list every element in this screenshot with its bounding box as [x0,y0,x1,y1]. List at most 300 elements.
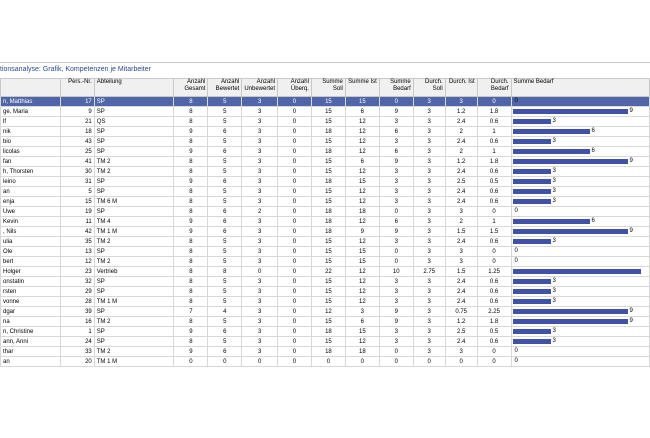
bedarf-bar [513,119,551,124]
cell-durch-bedarf: 0.6 [477,187,511,197]
cell-durch-ist: 2 [445,147,477,157]
cell-persnr: 24 [60,337,94,347]
bedarf-bar-label: 3 [552,118,556,124]
cell-anzahl-unbewertet: 3 [242,297,278,307]
table-row[interactable] [1,307,650,317]
cell-persnr: 29 [60,287,94,297]
bedarf-bar [513,149,590,154]
bedarf-bar-label: 9 [629,318,633,324]
cell-summe-ist: 12 [345,147,379,157]
cell-anzahl-bewertet: 5 [208,237,242,247]
competence-table [0,78,650,367]
cell-anzahl-uberq: 0 [278,337,312,347]
cell-durch-ist: 2.4 [445,137,477,147]
cell-anzahl-uberq: 0 [278,97,312,107]
cell-persnr: 33 [60,347,94,357]
cell-durch-bedarf: 0.6 [477,297,511,307]
col-header-summe-bedarf-chart[interactable]: Summe Bedarf [511,79,649,97]
cell-abteilung: TM 2 [94,237,174,247]
cell-bedarf-chart [511,117,649,127]
cell-summe-ist: 0 [345,357,379,367]
cell-abteilung: TM 2 [94,157,174,167]
cell-durch-ist: 2.4 [445,297,477,307]
bedarf-bar [513,309,628,314]
cell-durch-soll: 3 [413,337,445,347]
cell-anzahl-uberq: 0 [278,297,312,307]
table-row[interactable] [1,357,650,367]
cell-durch-ist: 2.4 [445,337,477,347]
col-header-anzahl-gesamt[interactable]: Anzahl Gesamt [174,79,208,97]
cell-bedarf-chart [511,247,649,257]
table-row[interactable] [1,287,650,297]
cell-persnr: 32 [60,277,94,287]
cell-persnr: 9 [60,107,94,117]
table-row[interactable] [1,247,650,257]
table-row[interactable] [1,297,650,307]
cell-abteilung: SP [94,177,174,187]
cell-anzahl-unbewertet: 3 [242,107,278,117]
cell-anzahl-bewertet: 5 [208,297,242,307]
cell-durch-soll: 3 [413,117,445,127]
cell-summe-soll: 18 [311,207,345,217]
cell-anzahl-uberq: 0 [278,117,312,127]
cell-abteilung: SP [94,277,174,287]
cell-summe-bedarf: 6 [379,127,413,137]
col-header-abteilung[interactable]: Abteilung [94,79,174,97]
cell-summe-bedarf: 9 [379,317,413,327]
cell-anzahl-uberq: 0 [278,157,312,167]
cell-persnr: 39 [60,307,94,317]
cell-durch-soll: 3 [413,277,445,287]
cell-durch-soll: 3 [413,207,445,217]
cell-durch-soll: 3 [413,97,445,107]
cell-persnr: 43 [60,137,94,147]
col-header-summe-soll[interactable]: Summe Soll [311,79,345,97]
cell-anzahl-gesamt: 8 [174,297,208,307]
col-header-summe-bedarf[interactable]: Summe Bedarf [379,79,413,97]
bedarf-bar [513,169,551,174]
col-header-durch-soll[interactable]: Durch. Soll [413,79,445,97]
cell-anzahl-gesamt: 9 [174,347,208,357]
cell-name: Ole [1,247,61,257]
cell-anzahl-uberq: 0 [278,217,312,227]
col-header-durch-ist[interactable]: Durch. Ist [445,79,477,97]
bedarf-bar-label: 0 [514,358,518,364]
table-row[interactable] [1,317,650,327]
cell-durch-soll: 3 [413,317,445,327]
cell-persnr: 5 [60,187,94,197]
cell-persnr: 30 [60,167,94,177]
col-header-summe-ist[interactable]: Summe Ist [345,79,379,97]
bedarf-bar [513,239,551,244]
bedarf-bar [513,159,628,164]
cell-anzahl-bewertet: 6 [208,207,242,217]
cell-bedarf-chart [511,217,649,227]
cell-durch-ist: 0 [445,357,477,367]
bedarf-bar-label: 9 [629,228,633,234]
cell-summe-soll: 15 [311,297,345,307]
cell-anzahl-uberq: 0 [278,227,312,237]
bedarf-bar-label: 3 [552,288,556,294]
cell-durch-ist: 3 [445,97,477,107]
cell-anzahl-bewertet: 5 [208,287,242,297]
cell-summe-ist: 18 [345,207,379,217]
cell-anzahl-gesamt: 8 [174,237,208,247]
table-row[interactable] [1,137,650,147]
bedarf-bar [513,199,551,204]
cell-name: ann, Anni [1,337,61,347]
cell-summe-soll: 18 [311,147,345,157]
table-row[interactable] [1,147,650,157]
cell-summe-ist: 12 [345,267,379,277]
col-header-anzahl-uberq[interactable]: Anzahl Überq. [278,79,312,97]
cell-durch-ist: 3 [445,247,477,257]
col-header-anzahl-unbewertet[interactable]: Anzahl Unbewertet [242,79,278,97]
cell-anzahl-bewertet: 4 [208,307,242,317]
cell-anzahl-bewertet: 0 [208,357,242,367]
cell-anzahl-uberq: 0 [278,247,312,257]
table-row[interactable] [1,237,650,247]
cell-durch-bedarf: 0 [477,247,511,257]
cell-summe-soll: 15 [311,257,345,267]
bedarf-bar [513,189,551,194]
cell-summe-ist: 12 [345,187,379,197]
cell-anzahl-gesamt: 9 [174,127,208,137]
cell-summe-soll: 15 [311,187,345,197]
cell-anzahl-gesamt: 8 [174,97,208,107]
cell-persnr: 15 [60,197,94,207]
cell-name: rsten [1,287,61,297]
cell-name: n, Christine [1,327,61,337]
bedarf-bar [513,329,551,334]
cell-abteilung: SP [94,247,174,257]
cell-anzahl-bewertet: 5 [208,107,242,117]
bedarf-bar-label: 0 [514,258,518,264]
cell-summe-soll: 15 [311,247,345,257]
cell-summe-ist: 12 [345,287,379,297]
cell-durch-soll: 3 [413,187,445,197]
cell-persnr: 18 [60,127,94,137]
cell-abteilung: TM 2 [94,257,174,267]
cell-name: Holger [1,267,61,277]
cell-anzahl-gesamt: 8 [174,247,208,257]
cell-anzahl-gesamt: 8 [174,157,208,167]
cell-anzahl-bewertet: 6 [208,327,242,337]
cell-anzahl-bewertet: 5 [208,277,242,287]
cell-summe-soll: 22 [311,267,345,277]
cell-summe-ist: 12 [345,117,379,127]
cell-durch-ist: 1.2 [445,107,477,117]
cell-durch-ist: 2.4 [445,287,477,297]
table-row[interactable] [1,267,650,277]
cell-summe-ist: 3 [345,307,379,317]
col-header-persnr[interactable]: Pers.-Nr. [60,79,94,97]
cell-durch-ist: 1.2 [445,157,477,167]
table-row[interactable] [1,157,650,167]
cell-durch-bedarf: 1 [477,217,511,227]
cell-durch-ist: 2.4 [445,167,477,177]
cell-durch-bedarf: 1.8 [477,107,511,117]
cell-durch-bedarf: 0.6 [477,117,511,127]
cell-durch-ist: 2.4 [445,187,477,197]
cell-bedarf-chart [511,327,649,337]
cell-name: fan [1,157,61,167]
bedarf-bar-label: 0 [514,348,518,354]
cell-name: vonne [1,297,61,307]
table-row[interactable] [1,97,650,107]
cell-durch-ist: 2 [445,127,477,137]
cell-bedarf-chart [511,307,649,317]
cell-summe-soll: 15 [311,337,345,347]
cell-durch-bedarf: 0.6 [477,197,511,207]
cell-anzahl-uberq: 0 [278,287,312,297]
cell-summe-bedarf: 0 [379,97,413,107]
cell-bedarf-chart [511,147,649,157]
cell-anzahl-unbewertet: 3 [242,217,278,227]
cell-summe-ist: 12 [345,237,379,247]
col-header-name[interactable] [1,79,61,97]
bedarf-bar-label: 3 [552,138,556,144]
cell-name: bert [1,257,61,267]
cell-anzahl-gesamt: 8 [174,287,208,297]
cell-summe-bedarf: 3 [379,297,413,307]
cell-durch-soll: 3 [413,177,445,187]
bedarf-bar [513,299,551,304]
cell-durch-bedarf: 0.6 [477,237,511,247]
cell-anzahl-bewertet: 5 [208,337,242,347]
cell-durch-bedarf: 1.25 [477,267,511,277]
cell-abteilung: TM 2 [94,317,174,327]
cell-abteilung: Vertrieb [94,267,174,277]
table-row[interactable] [1,177,650,187]
cell-persnr: 13 [60,247,94,257]
cell-bedarf-chart [511,297,649,307]
cell-anzahl-gesamt: 9 [174,327,208,337]
cell-abteilung: TM 2 [94,347,174,357]
cell-summe-ist: 12 [345,277,379,287]
cell-anzahl-unbewertet: 3 [242,257,278,267]
cell-bedarf-chart [511,157,649,167]
bedarf-bar-label: 6 [591,128,595,134]
table-row[interactable] [1,217,650,227]
cell-anzahl-unbewertet: 3 [242,227,278,237]
table-row[interactable] [1,327,650,337]
cell-summe-soll: 15 [311,287,345,297]
table-row[interactable] [1,117,650,127]
cell-anzahl-uberq: 0 [278,347,312,357]
cell-anzahl-bewertet: 6 [208,217,242,227]
cell-anzahl-unbewertet: 2 [242,207,278,217]
bedarf-bar [513,279,551,284]
table-row[interactable] [1,107,650,117]
cell-anzahl-unbewertet: 3 [242,237,278,247]
bedarf-bar-label: 9 [629,108,633,114]
cell-summe-soll: 15 [311,197,345,207]
cell-anzahl-uberq: 0 [278,237,312,247]
cell-anzahl-gesamt: 0 [174,357,208,367]
bedarf-bar-label: 3 [552,188,556,194]
cell-anzahl-bewertet: 5 [208,247,242,257]
cell-durch-bedarf: 0.6 [477,137,511,147]
cell-summe-soll: 15 [311,97,345,107]
bedarf-bar [513,269,641,274]
cell-anzahl-gesamt: 8 [174,207,208,217]
table-row[interactable] [1,127,650,137]
table-row[interactable] [1,347,650,357]
cell-summe-soll: 15 [311,317,345,327]
cell-durch-soll: 3 [413,257,445,267]
cell-bedarf-chart [511,107,649,117]
cell-anzahl-gesamt: 8 [174,187,208,197]
cell-name: na [1,317,61,327]
cell-summe-ist: 12 [345,137,379,147]
table-row[interactable] [1,187,650,197]
cell-anzahl-gesamt: 9 [174,177,208,187]
cell-summe-bedarf: 3 [379,137,413,147]
cell-durch-ist: 2.4 [445,277,477,287]
cell-abteilung: TM 4 [94,217,174,227]
bedarf-bar-label: 6 [591,218,595,224]
table-row[interactable] [1,337,650,347]
cell-durch-bedarf: 1.8 [477,157,511,167]
cell-name: licolas [1,147,61,157]
cell-durch-ist: 2.4 [445,117,477,127]
cell-anzahl-bewertet: 5 [208,117,242,127]
cell-anzahl-unbewertet: 3 [242,167,278,177]
table-row[interactable] [1,207,650,217]
cell-anzahl-unbewertet: 3 [242,157,278,167]
cell-anzahl-bewertet: 5 [208,97,242,107]
cell-durch-soll: 3 [413,197,445,207]
cell-name: ulia [1,237,61,247]
cell-anzahl-uberq: 0 [278,197,312,207]
cell-anzahl-gesamt: 8 [174,167,208,177]
cell-durch-bedarf: 0.5 [477,327,511,337]
cell-summe-bedarf: 6 [379,217,413,227]
cell-durch-soll: 3 [413,147,445,157]
table-body [1,97,650,367]
table-row[interactable] [1,257,650,267]
cell-anzahl-unbewertet: 3 [242,307,278,317]
bedarf-bar-label: 3 [552,298,556,304]
cell-name: thar [1,347,61,357]
cell-anzahl-uberq: 0 [278,267,312,277]
cell-summe-bedarf: 0 [379,347,413,357]
cell-name: h, Thorsten [1,167,61,177]
table-row[interactable] [1,227,650,237]
cell-name: ge, Maria [1,107,61,117]
cell-anzahl-bewertet: 6 [208,177,242,187]
cell-anzahl-unbewertet: 3 [242,137,278,147]
cell-durch-ist: 1.5 [445,267,477,277]
cell-anzahl-uberq: 0 [278,207,312,217]
cell-summe-ist: 15 [345,327,379,337]
cell-abteilung: SP [94,327,174,337]
cell-abteilung: QS [94,117,174,127]
cell-anzahl-uberq: 0 [278,307,312,317]
cell-durch-bedarf: 1 [477,147,511,157]
table-row[interactable] [1,277,650,287]
cell-summe-bedarf: 3 [379,167,413,177]
cell-anzahl-unbewertet: 3 [242,287,278,297]
cell-summe-soll: 15 [311,167,345,177]
cell-durch-bedarf: 0 [477,357,511,367]
cell-anzahl-uberq: 0 [278,327,312,337]
cell-durch-soll: 3 [413,137,445,147]
bedarf-bar [513,219,590,224]
cell-anzahl-bewertet: 6 [208,127,242,137]
cell-abteilung: SP [94,127,174,137]
cell-name: leino [1,177,61,187]
cell-name: Kevin [1,217,61,227]
cell-durch-bedarf: 0.6 [477,337,511,347]
cell-summe-bedarf: 0 [379,207,413,217]
cell-durch-bedarf: 1 [477,127,511,137]
cell-durch-soll: 3 [413,167,445,177]
col-header-durch-bedarf[interactable]: Durch. Bedarf [477,79,511,97]
cell-anzahl-uberq: 0 [278,107,312,117]
cell-summe-bedarf: 3 [379,287,413,297]
cell-summe-ist: 12 [345,197,379,207]
cell-durch-ist: 3 [445,207,477,217]
cell-summe-soll: 15 [311,277,345,287]
cell-bedarf-chart [511,207,649,217]
cell-persnr: 12 [60,257,94,267]
cell-anzahl-bewertet: 6 [208,347,242,357]
cell-summe-ist: 15 [345,247,379,257]
cell-anzahl-uberq: 0 [278,187,312,197]
bedarf-bar-label: 3 [552,198,556,204]
cell-abteilung: SP [94,207,174,217]
cell-persnr: 21 [60,117,94,127]
cell-bedarf-chart [511,287,649,297]
table-row[interactable] [1,167,650,177]
cell-summe-bedarf: 0 [379,247,413,257]
cell-anzahl-unbewertet: 3 [242,197,278,207]
cell-durch-ist: 2.5 [445,177,477,187]
cell-anzahl-gesamt: 8 [174,257,208,267]
cell-anzahl-gesamt: 7 [174,307,208,317]
bedarf-bar-label: 3 [552,338,556,344]
cell-anzahl-bewertet: 5 [208,197,242,207]
cell-bedarf-chart [511,267,649,277]
cell-anzahl-bewertet: 6 [208,147,242,157]
cell-summe-ist: 12 [345,127,379,137]
cell-summe-bedarf: 3 [379,187,413,197]
cell-durch-soll: 3 [413,157,445,167]
cell-anzahl-gesamt: 9 [174,217,208,227]
cell-durch-bedarf: 0.6 [477,167,511,177]
cell-durch-ist: 3 [445,347,477,357]
cell-summe-soll: 18 [311,127,345,137]
cell-abteilung: SP [94,337,174,347]
cell-bedarf-chart [511,227,649,237]
cell-persnr: 31 [60,177,94,187]
bedarf-bar [513,179,551,184]
bedarf-bar-label: 3 [552,168,556,174]
cell-abteilung: SP [94,137,174,147]
cell-durch-soll: 2.75 [413,267,445,277]
cell-anzahl-bewertet: 5 [208,167,242,177]
bedarf-bar [513,289,551,294]
table-row[interactable] [1,197,650,207]
cell-anzahl-unbewertet: 3 [242,277,278,287]
cell-anzahl-unbewertet: 3 [242,177,278,187]
cell-persnr: 17 [60,97,94,107]
cell-summe-bedarf: 3 [379,237,413,247]
col-header-anzahl-bewertet[interactable]: Anzahl Bewertet [208,79,242,97]
cell-abteilung: TM 2 [94,167,174,177]
